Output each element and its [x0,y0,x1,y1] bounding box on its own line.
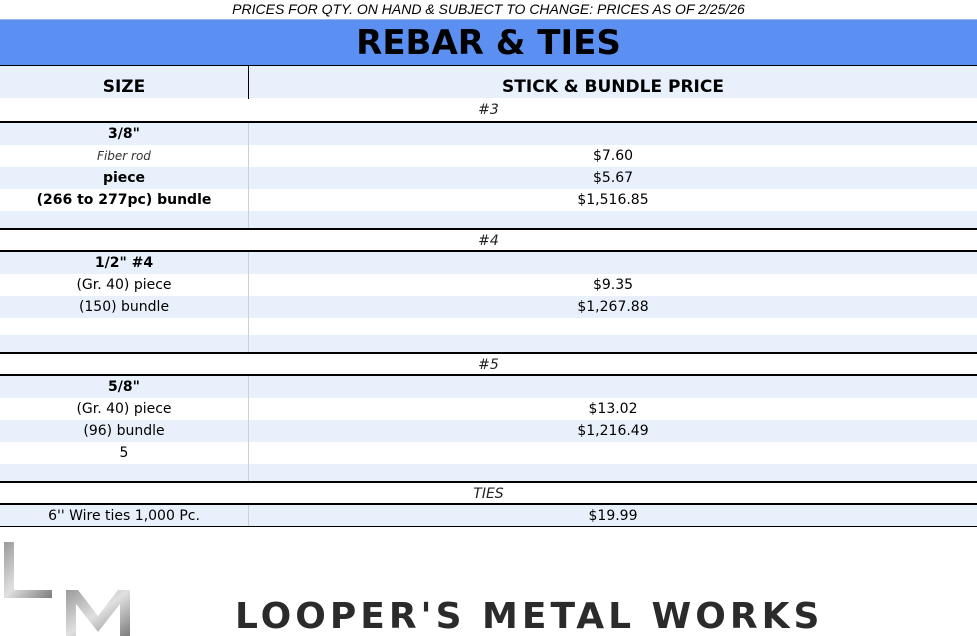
price-cell [249,318,977,335]
price-cell [249,335,977,352]
section-header-3 [0,99,977,123]
size-cell: 5/8" [0,376,249,398]
table-row [0,335,977,352]
page-title: REBAR & TIES [0,19,977,66]
table-row [0,318,977,335]
table-row [0,505,977,527]
size-cell: (Gr. 40) piece [0,398,249,420]
size-column-header: SIZE [0,66,249,99]
price-cell: $13.02 [588,401,638,417]
size-cell: 3/8" [0,123,249,145]
size-cell: Fiber rod [0,145,249,167]
size-cell: piece [0,167,249,189]
table-row [0,376,977,398]
section-label: #4 [478,233,499,249]
section-header-4 [0,228,977,252]
table-row [0,167,977,189]
table-row [0,211,977,228]
section-header-ties [0,481,977,505]
price-cell: $7.60 [592,148,634,164]
price-cell [249,123,977,145]
price-notice: PRICES FOR QTY. ON HAND & SUBJECT TO CHANGE: PRICES AS OF 2/25/26 [232,1,745,17]
section-label: #3 [478,102,499,118]
price-cell: $19.99 [588,508,638,524]
size-cell: (266 to 277pc) bundle [0,189,249,211]
table-row [0,442,977,464]
price-cell: $5.67 [592,170,634,186]
price-cell [249,376,977,398]
size-cell: (Gr. 40) piece [0,274,249,296]
price-cell: $1,267.88 [577,299,649,315]
table-row [0,464,977,481]
price-table [0,99,977,527]
price-cell [249,211,977,228]
table-row [0,189,977,211]
section-header-5 [0,352,977,376]
size-cell [0,211,249,228]
table-row [0,420,977,442]
section-label: TIES [473,486,504,502]
company-name-logo: LOOPER'S METAL WORKS [235,596,824,636]
size-cell: 5 [0,442,249,464]
price-cell: $1,516.85 [577,192,649,208]
table-header [0,66,977,99]
company-monogram-logo [0,538,135,636]
size-cell: (96) bundle [0,420,249,442]
size-cell: 1/2" #4 [0,252,249,274]
price-cell [249,442,977,464]
table-row [0,123,977,145]
size-cell: (150) bundle [0,296,249,318]
table-row [0,274,977,296]
size-cell: 6'' Wire ties 1,000 Pc. [0,505,249,526]
table-row [0,296,977,318]
size-cell [0,464,249,481]
table-row [0,252,977,274]
table-row [0,145,977,167]
price-column-header: STICK & BUNDLE PRICE [502,77,724,97]
price-cell [249,252,977,274]
size-cell [0,335,249,352]
price-cell: $9.35 [592,277,634,293]
price-cell: $1,216.49 [577,423,649,439]
section-label: #5 [478,357,499,373]
size-cell [0,318,249,335]
table-row [0,398,977,420]
price-cell [249,464,977,481]
